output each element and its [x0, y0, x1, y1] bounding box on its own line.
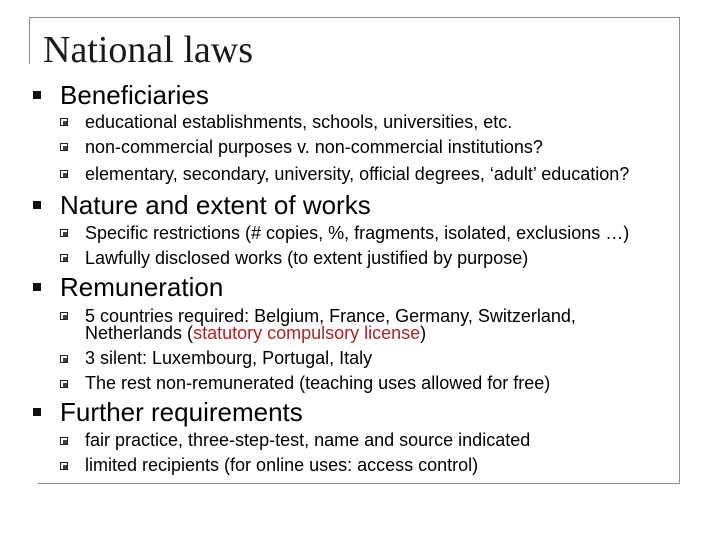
- square-bullet-icon: [33, 91, 41, 99]
- list-item: 5 countries required: Belgium, France, Germany, Switzerland,: [85, 306, 576, 326]
- checkbox-bullet-icon: [60, 380, 68, 388]
- list-item: educational establishments, schools, universities, etc.: [85, 112, 513, 132]
- square-bullet-icon: [33, 408, 41, 416]
- section-heading-beneficiaries: Beneficiaries: [60, 80, 209, 110]
- checkbox-bullet-icon: [60, 118, 68, 126]
- text-fragment: Netherlands (: [85, 323, 194, 343]
- text-fragment: ): [420, 323, 427, 343]
- section-heading-further-requirements: Further requirements: [60, 397, 303, 427]
- list-item: Specific restrictions (# copies, %, fragments, isolated, exclusions …): [85, 223, 630, 243]
- section-heading-nature-extent: Nature and extent of works: [60, 190, 371, 220]
- list-item: 3 silent: Luxembourg, Portugal, Italy: [85, 348, 373, 368]
- highlighted-term: statutory compulsory license: [193, 323, 421, 343]
- checkbox-bullet-icon: [60, 437, 68, 445]
- checkbox-bullet-icon: [60, 254, 68, 262]
- list-item: The rest non-remunerated (teaching uses allowed for free): [85, 373, 551, 393]
- section-heading-remuneration: Remuneration: [60, 272, 224, 302]
- list-item-continuation: [85, 322, 426, 344]
- checkbox-bullet-icon: [60, 229, 68, 237]
- slide-title: National laws: [43, 29, 254, 71]
- square-bullet-icon: [33, 283, 41, 291]
- list-item: limited recipients (for online uses: access control): [85, 455, 479, 475]
- checkbox-bullet-icon: [60, 355, 68, 363]
- slide-frame-left: [29, 17, 30, 64]
- list-item: Lawfully disclosed works (to extent justified by purpose): [85, 248, 529, 268]
- list-item: fair practice, three-step-test, name and source indicated: [85, 430, 531, 450]
- square-bullet-icon: [33, 201, 41, 209]
- list-item: non-commercial purposes v. non-commercial institutions?: [85, 137, 543, 157]
- slide-frame-right: [679, 17, 680, 484]
- list-item: elementary, secondary, university, official degrees, ‘adult’ education?: [85, 164, 630, 184]
- slide-frame-bottom: [38, 483, 680, 484]
- checkbox-bullet-icon: [60, 143, 68, 151]
- checkbox-bullet-icon: [60, 462, 68, 470]
- checkbox-bullet-icon: [60, 170, 68, 178]
- slide-frame-top: [29, 17, 680, 18]
- checkbox-bullet-icon: [60, 312, 68, 320]
